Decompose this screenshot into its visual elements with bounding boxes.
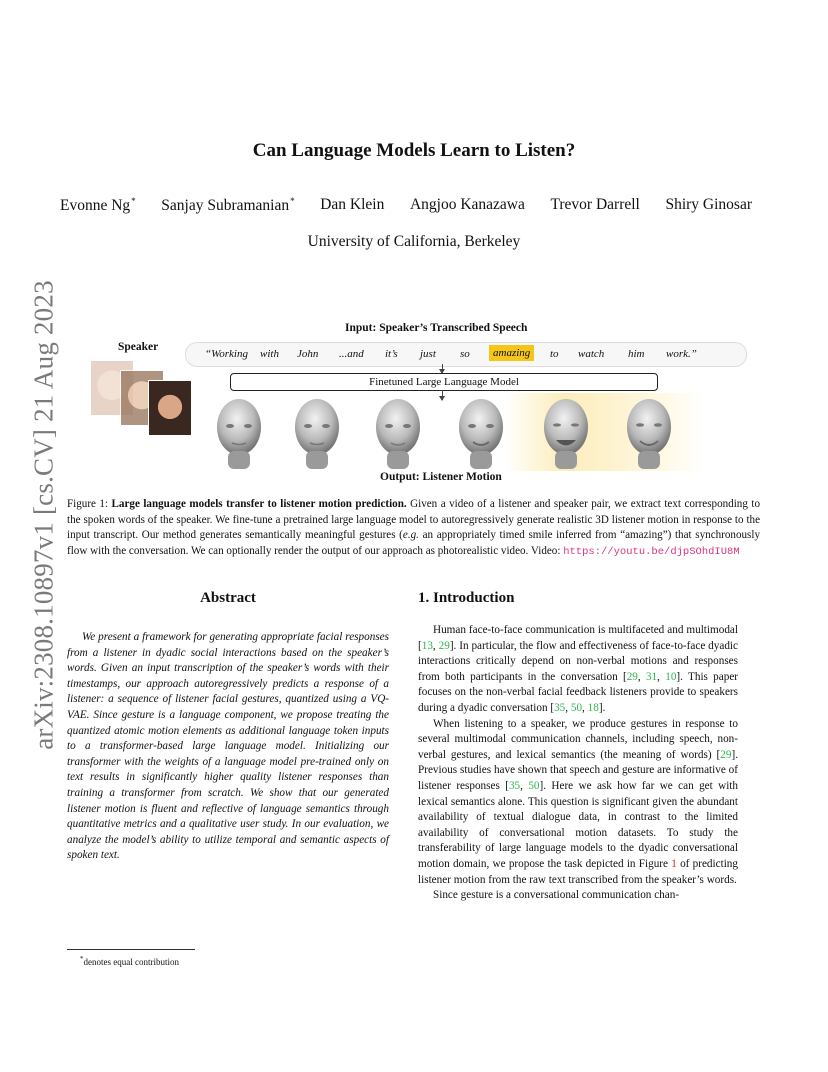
- author: Sanjay Subramanian*: [161, 196, 295, 215]
- output-label: Output: Listener Motion: [380, 471, 502, 483]
- citation-link[interactable]: 29: [720, 748, 732, 761]
- input-label: Input: Speaker’s Transcribed Speech: [345, 322, 528, 334]
- author-list: [60, 196, 752, 215]
- transcript-word: to: [550, 348, 559, 360]
- listener-head-render: [618, 393, 680, 471]
- listener-head-render: [450, 393, 512, 471]
- speaker-photos: [90, 360, 200, 450]
- introduction-section: [418, 590, 738, 904]
- citation-link[interactable]: 18: [587, 701, 599, 714]
- speaker-photo: [148, 380, 192, 436]
- citation-link[interactable]: 35: [508, 779, 521, 792]
- video-link[interactable]: https://youtu.be/djpSOhdIU8M: [563, 545, 740, 558]
- intro-heading: 1. Introduction: [418, 590, 515, 606]
- figure-ref-link[interactable]: 1: [671, 857, 677, 870]
- llm-box: Finetuned Large Language Model: [230, 373, 658, 391]
- abstract-section: [67, 590, 389, 864]
- citation-link[interactable]: 35: [554, 701, 566, 714]
- transcript-word-highlighted: amazing: [489, 345, 534, 361]
- transcript-word: work.”: [666, 348, 697, 360]
- citation-link[interactable]: 50: [570, 701, 583, 714]
- author: Shiry Ginosar: [665, 196, 752, 213]
- intro-paragraph: Since gesture is a conversational communication chan-: [433, 889, 680, 902]
- arxiv-stamp-text: arXiv:2308.10897v1 [cs.CV] 21 Aug 2023: [28, 280, 59, 750]
- citation-link[interactable]: 31: [645, 670, 658, 683]
- arxiv-stamp: [24, 280, 64, 750]
- transcript-word: John: [297, 348, 319, 360]
- author: Dan Klein: [320, 196, 385, 213]
- author: Evonne Ng*: [60, 196, 136, 215]
- transcript-word: watch: [578, 348, 605, 360]
- speaker-label: Speaker: [118, 341, 159, 353]
- author: Trevor Darrell: [550, 196, 640, 213]
- affiliation: University of California, Berkeley: [307, 233, 521, 250]
- author: Angjoo Kanazawa: [409, 196, 525, 213]
- listener-head-render-smiling: [535, 393, 597, 471]
- down-arrow: [442, 390, 443, 400]
- footnote-rule: [67, 949, 195, 950]
- citation-link[interactable]: 29: [626, 670, 638, 683]
- footnote: *denotes equal contribution: [80, 955, 179, 967]
- citation-link[interactable]: 29: [438, 639, 450, 652]
- transcript-word: with: [260, 348, 279, 360]
- transcript-word: him: [628, 348, 645, 360]
- citation-link[interactable]: 10: [665, 670, 677, 683]
- listener-head-render: [286, 393, 348, 471]
- citation-link[interactable]: 13: [421, 639, 433, 652]
- transcript-word: so: [460, 348, 470, 360]
- paper-title: Can Language Models Learn to Listen?: [252, 140, 576, 161]
- figure-caption: Figure 1: Large language models transfer to listener motion prediction. Given a video of a listener and speaker pair, we extract text corresponding to the spoken words of the speaker. We fine-tune a pretrained large language model to autoregressively generate realistic 3D listener motion in response to the input transcript. Our method generates semantically meaningful gestures (e.g. an appropriately timed smile inferred from “amazing”) that synchronously flow with the conversation. We can optionally render the output of our approach as photorealistic video. Video: https://youtu.be/djpSOhdIU8M: [67, 498, 760, 558]
- listener-head-render: [367, 393, 429, 471]
- transcript-word: it’s: [385, 348, 398, 360]
- transcript-word: ...and: [339, 348, 364, 360]
- intro-paragraph: Human face-to-face communication is multifaceted and multimodal [13, 29]. In particular, the flow and effectiveness of face-to-face dyadic interactions critically depend on non-verbal motions and responses from both participants in the conversation [29, 31, 10]. This paper focuses on the non-verbal facial feedback listeners provide to speakers during a dyadic conversation [35, 50, 18].: [418, 624, 739, 714]
- transcript-word: “Working: [205, 348, 248, 360]
- abstract-heading: Abstract: [200, 590, 256, 606]
- transcript-word: just: [420, 348, 436, 360]
- abstract-body: We present a framework for generating appropriate facial responses from a listener in dyadic social interactions based on the speaker’s words. Given an input transcription of the speaker’s words with their timestamps, our approach autoregressively predicts a response of a listener: a sequence of listener facial gestures, quantized using a VQ-VAE. Since gesture is a language component, we propose treating the quantized atomic motion elements as additional language token inputs to a transformer-based large language model. Initializing our transformer with the weights of a language model pre-trained only on text results in significantly higher quality listener responses than training a transformer from scratch. We show that our generated listener motion is fluent and reflective of language semantics through quantitative metrics and a qualitative user study. In our evaluation, we analyze the model’s ability to utilize temporal and semantic aspects of spoken text.: [67, 631, 389, 862]
- citation-link[interactable]: 50: [528, 779, 540, 792]
- intro-paragraph: When listening to a speaker, we produce gestures in response to several multimodal communication channels, including speech, non-verbal gestures, and lexical semantics (the meaning of words) [29]. Previous studies have shown that speech and gesture are informative of listener responses [35, 50]. Here we ask how far we can get with lexical semantics alone. This question is significant given the abundant availability of textual dialogue data, in contrast to the limited availability of conversational motion datasets. To study the transferability of large language models to the dyadic conversational motion domain, we propose the task depicted in Figure 1 of predicting listener motion from the raw text transcribed from the speaker’s words.: [418, 717, 739, 886]
- figure-1: [60, 315, 760, 490]
- listener-head-render: [208, 393, 270, 471]
- down-arrow: [442, 364, 443, 373]
